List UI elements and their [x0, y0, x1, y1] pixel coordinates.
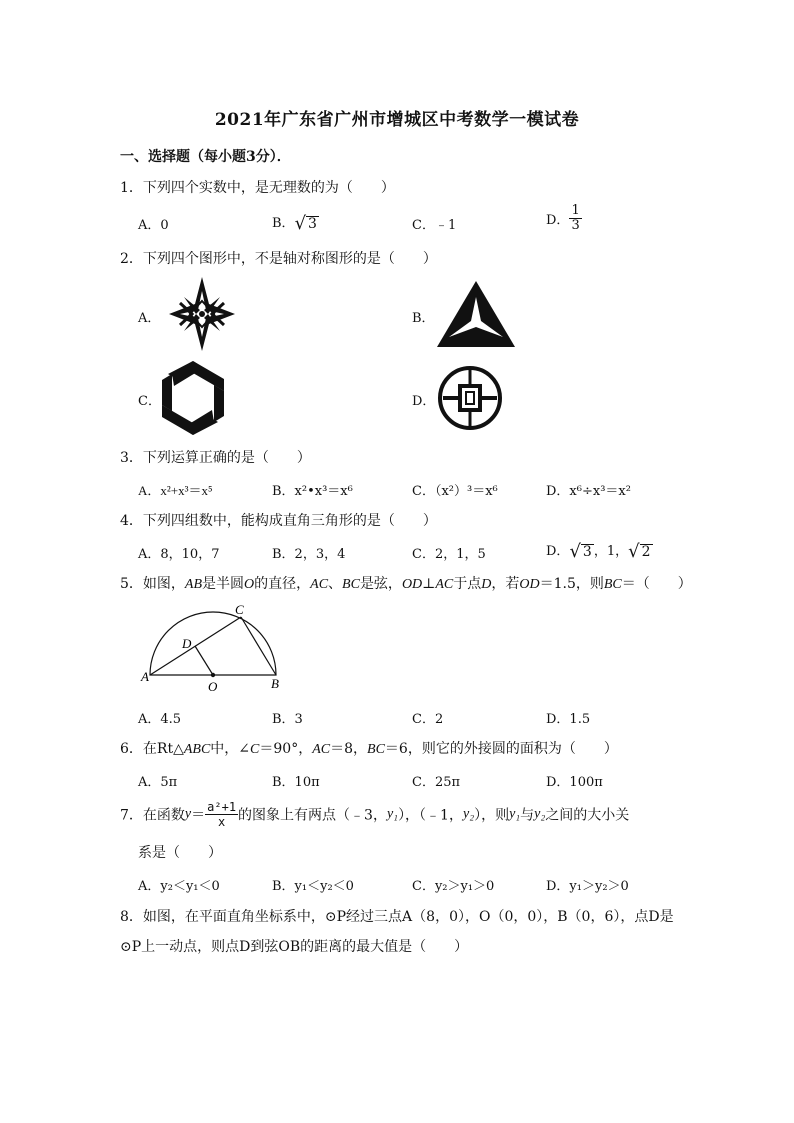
hexagon-pinwheel-figure [160, 361, 226, 435]
var: y₂ [534, 806, 546, 822]
text: 的图象上有两点（﹣3， [238, 807, 387, 824]
text: 的直径， [254, 576, 311, 592]
question-4-stem: 4．下列四组数中，能构成直角三角形的是（ ） [120, 513, 437, 529]
denominator: x [217, 815, 226, 829]
radicand: 3 [308, 216, 317, 232]
q5-option-d: D．1.5 [546, 712, 591, 727]
text: ＝90°， [259, 741, 313, 757]
text: ＝ [191, 807, 206, 824]
point-label-o: O [208, 679, 218, 694]
var: y₂ [462, 806, 475, 822]
var: D [481, 577, 492, 592]
question-7-stem [120, 800, 629, 829]
sqrt-symbol: √ 3 [294, 213, 317, 234]
point-label-b: B [271, 676, 279, 691]
text: 是半圆 [202, 576, 245, 592]
q3-option-d: D．x⁶÷x³＝x² [546, 484, 631, 499]
var: BC [603, 577, 622, 592]
q5-option-c: C．2 [412, 712, 444, 727]
q2-option-b: B． [412, 311, 435, 326]
q7-option-d: D．y₁＞y₂＞0 [546, 879, 629, 894]
question-3-stem: 3．下列运算正确的是（ ） [120, 450, 311, 466]
text: ，若 [491, 576, 520, 592]
var: O [244, 577, 255, 592]
text: 与 [520, 807, 535, 824]
q1-option-a: A．0 [138, 218, 169, 233]
text: 、 [328, 576, 343, 592]
semicircle-figure [138, 600, 288, 695]
numerator: a²+1 [207, 800, 237, 814]
question-6-stem [120, 738, 618, 758]
q4-option-d [546, 540, 653, 560]
q5-option-a: A．4.5 [138, 712, 182, 727]
q4-option-d-label: D． [546, 544, 570, 559]
question-2-stem: 2．下列四个图形中，不是轴对称图形的是（ ） [120, 251, 437, 267]
q2-option-d: D． [412, 394, 436, 409]
text: ＝6，则它的外接圆的面积为（ ） [384, 741, 618, 757]
q1-option-d [546, 204, 582, 233]
q3-option-a: A．x²+x³＝x⁵ [138, 483, 213, 498]
question-7-stem-cont: 系是（ ） [138, 845, 222, 861]
q6-option-b: B．10π [272, 775, 320, 790]
text: 中，∠ [210, 741, 251, 757]
text: 5．如图， [120, 576, 185, 592]
q4-option-b: B．2，3，4 [272, 547, 346, 562]
text: ＝1.5，则 [539, 576, 604, 592]
q3-option-b: B．x²•x³＝x⁶ [272, 484, 353, 499]
sqrt-symbol: √ 3 [569, 541, 592, 562]
var: AC [435, 577, 454, 592]
q2-option-c: C． [138, 394, 161, 409]
point-label-c: C [235, 602, 244, 617]
q1-option-c: C．﹣1 [412, 218, 457, 233]
var: AC [312, 742, 331, 757]
question-8-stem-cont: ⊙P上一动点，则点D到弦OB的距离的最大值是（ ） [120, 939, 469, 955]
triangle-tristar-figure [437, 281, 515, 347]
separator: ，1， [593, 544, 629, 559]
q4-option-a: A．8，10，7 [138, 547, 220, 562]
exam-title: 2021年广东省广州市增城区中考数学一模试卷 [214, 110, 580, 130]
q1-option-b-label: B． [272, 216, 295, 231]
text: ⊥ [422, 576, 436, 592]
q7-option-a: A．y₂＜y₁＜0 [138, 879, 220, 894]
sqrt-symbol: √ 2 [628, 541, 651, 562]
var: y [184, 806, 192, 822]
text: 6．在Rt△ [120, 741, 184, 757]
radicand: 2 [641, 544, 651, 560]
q5-option-b: B．3 [272, 712, 303, 727]
text: 是弦， [359, 576, 402, 592]
text: 7．在函数 [120, 807, 185, 824]
var: ABC [183, 742, 211, 757]
fraction [569, 204, 581, 233]
text: ＝8， [330, 741, 368, 757]
question-8-stem: 8．如图，在平面直角坐标系中，⊙P经过三点A（8，0），O（0，0），B（0，6），点D是 [120, 909, 674, 925]
q2-option-a: A． [138, 311, 161, 326]
radicand: 3 [582, 544, 592, 560]
denominator: 3 [571, 218, 580, 233]
q3-option-c: C．（x²）³＝x⁶ [412, 484, 498, 499]
q6-option-c: C．25π [412, 775, 461, 790]
var: y₁ [386, 806, 399, 822]
ancient-coin-figure [437, 365, 503, 431]
question-1-stem: 1．下列四个实数中，是无理数的为（ ） [120, 180, 395, 196]
var: AB [184, 577, 203, 592]
q1-option-d-label: D． [546, 213, 570, 228]
section-heading: 一、选择题（每小题3分）． [120, 149, 291, 165]
var: AC [310, 577, 329, 592]
q6-option-d: D．100π [546, 775, 603, 790]
var: OD [519, 577, 540, 592]
compass-star-figure [162, 277, 242, 351]
q1-option-b [272, 212, 319, 232]
point-label-a: A [141, 669, 149, 684]
text: ），（﹣1， [398, 807, 463, 824]
text: ），则 [474, 807, 510, 824]
text: ＝（ ） [621, 576, 692, 592]
fraction [205, 800, 238, 829]
q6-option-a: A．5π [138, 775, 178, 790]
q4-option-c: C．2，1，5 [412, 547, 486, 562]
text: 之间的大小关 [545, 807, 630, 824]
question-5-stem [120, 573, 692, 593]
point-label-d: D [182, 636, 192, 651]
var: C [250, 742, 260, 757]
var: OD [401, 577, 423, 592]
var: y₁ [509, 806, 521, 822]
var: BC [342, 577, 360, 592]
text: 于点 [453, 576, 482, 592]
numerator: 1 [571, 203, 580, 218]
q7-option-c: C．y₂＞y₁＞0 [412, 879, 495, 894]
var: BC [367, 742, 385, 757]
q7-option-b: B．y₁＜y₂＜0 [272, 879, 354, 894]
